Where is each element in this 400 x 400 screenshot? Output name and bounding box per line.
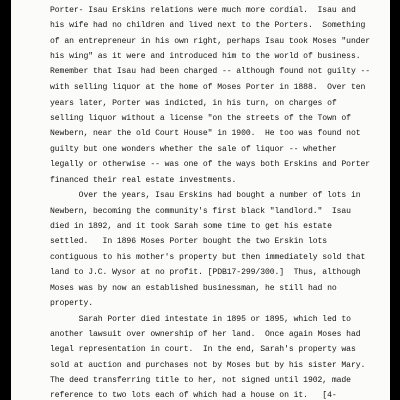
text-line: years later, Porter was indicted, in his turn, on charges of [50,99,337,108]
text-line: Newbern, becoming the community's first black "landlord." Isau [50,207,351,216]
text-line: Porter- Isau Erskins relations were much more cordial. Isau and [50,6,356,15]
text-line: died in 1892, and it took Sarah some time to get his estate [50,222,332,231]
text-line: his wing" as it were and introduced him to the world of business. [50,52,361,61]
text-line: his wife had no children and lived next to the Porters. Something [50,21,366,30]
text-line: with selling liquor at the home of Moses Porter in 1888. Over ten [50,83,366,92]
text-line: reference to two lots each of which had a house on it. [4- [50,391,337,400]
text-line: financed their real estate investments. [50,176,237,185]
text-line: guilty but one wonders whether the sale of liquor -- whether [50,145,337,154]
text-line: Newbern, near the old Court House" in 1900. He too was found not [50,129,361,138]
text-line: another lawsuit over ownership of her land. Once again Moses had [50,330,361,339]
text-line: legal representation in court. In the end, Sarah's property was [50,345,356,354]
text-line: sold at auction and purchases not by Moses but by his sister Mary. [50,361,366,370]
text-line: Remember that Isau had been charged -- although found not guilty -- [50,67,371,76]
text-line: settled. In 1896 Moses Porter bought the two Erskin lots [50,237,328,246]
document-page [11,0,390,400]
text-line: property. [50,299,93,308]
text-line: of an entrepreneur in his own right, perhaps Isau took Moses "under [50,37,371,46]
text-line: Over the years, Isau Erskins had bought a number of lots in [50,191,361,200]
text-line: contiguous to his mother's property but then immediately sold that [50,253,366,262]
text-line: Sarah Porter died intestate in 1895 or 1895, which led to [50,315,351,324]
text-line: The deed transferring title to her, not signed until 1902, made [50,376,351,385]
text-line: Moses was by now an established businessman, he still had no [50,284,337,293]
text-line: land to J.C. Wysor at no profit. [PDB17-299/300.] Thus, although [50,268,361,277]
text-line: selling liquor without a license "on the streets of the Town of [50,114,351,123]
text-line: legally or otherwise -- was one of the ways both Erskins and Porter [50,160,371,169]
